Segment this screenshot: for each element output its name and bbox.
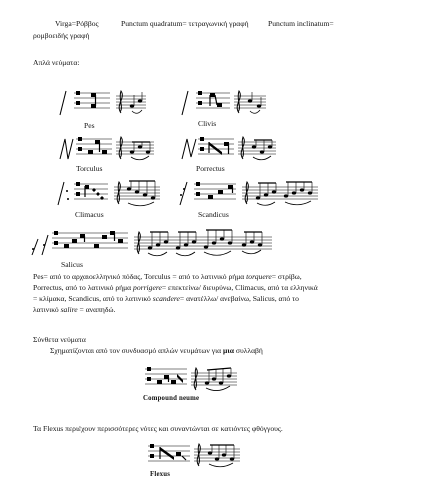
neume-figure-scandicus (178, 177, 328, 213)
neume-figure-clivis (180, 87, 292, 121)
neume-label-salicus: Salicus (61, 260, 83, 269)
etymology-line-3: = κλίμακα, Scandicus, από το λατινικό scandere= ανατέλλω/ ανεβαίνω, Salicus, από το (33, 294, 299, 303)
neume-label-torculus: Torculus (76, 164, 103, 173)
punctum-inclinatum-definition: Punctum inclinatum= (268, 19, 334, 28)
compound-neume-label: Compound neume (143, 395, 200, 402)
compound-neume-figure (141, 364, 241, 398)
flexus-description: Τα Flexus περιέχουν περισσότερες νότες και συναντώνται σε κατιόντες φθόγγους. (33, 424, 283, 433)
punctum-inclinatum-continuation: ρομβοειδής γραφή (33, 31, 90, 40)
neume-label-clivis: Clivis (198, 119, 217, 128)
neume-figure-torculus (58, 133, 170, 167)
flexus-figure (144, 440, 244, 474)
neume-label-pes: Pes (84, 121, 95, 130)
neume-figure-pes (58, 87, 170, 121)
neume-figure-porrectus (180, 133, 292, 167)
compound-neumes-heading: Σύνθετα νεύματα (33, 335, 86, 344)
neume-label-climacus: Climacus (75, 210, 104, 219)
flexus-label: Flexus (150, 471, 171, 478)
punctum-quadratum-definition: Punctum quadratum= τετραγωνική γραφή (121, 19, 249, 28)
etymology-line-2: Porrectus, από το λατινικό ρήμα porrigere= επεκτείνω/ διευρύνω, Climacus, από τα ελληνικά (33, 283, 318, 292)
virga-definition: Virga=Ρόββος (55, 19, 99, 28)
etymology-line-4: λατινικό salire = αναπηδώ. (33, 305, 116, 314)
neume-label-scandicus: Scandicus (198, 210, 229, 219)
neume-figure-salicus (30, 225, 280, 265)
neume-label-porrectus: Porrectus (196, 164, 225, 173)
simple-neumes-heading: Απλά νεύματα: (33, 58, 80, 67)
etymology-line-1: Pes= από το αρχαιοελληνικό πόδας, Torculus = από το λατινικό ρήμα torquere= στρίβω, (33, 272, 302, 281)
neume-figure-climacus (56, 177, 176, 213)
compound-neumes-description: Σχηματίζονται από τον συνδυασμό απλών νευμάτων για μια συλλαβή (50, 346, 263, 355)
